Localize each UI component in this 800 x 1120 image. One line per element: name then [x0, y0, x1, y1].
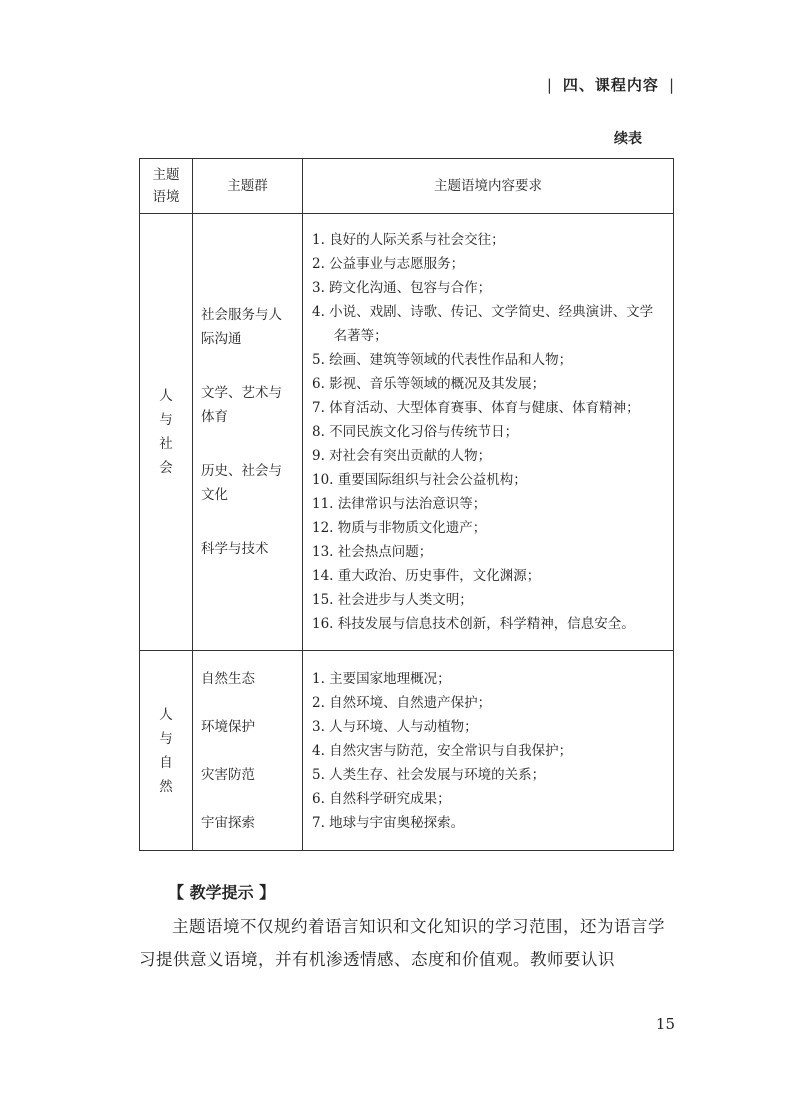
- teaching-tips-body: 主题语境不仅规约着语言知识和文化知识的学习范围，还为语言学习提供意义语境，并有机渗透情感、态度和价值观。教师要认识: [139, 917, 665, 969]
- group-spacer: [201, 429, 294, 459]
- teaching-tips-title: 【 教学提示 】: [168, 883, 276, 902]
- group-item: 自然生态: [201, 670, 255, 687]
- list-item: 11. 法律常识与法治意识等；: [312, 496, 487, 512]
- context-cell: [140, 651, 193, 851]
- list-item: 12. 物质与非物质文化遗产；: [312, 520, 487, 536]
- table-row: [140, 214, 674, 651]
- group-spacer: [201, 787, 294, 811]
- list-item: 1. 主要国家地理概况；: [312, 670, 451, 687]
- requirements-cell: [303, 651, 674, 851]
- header-divider-left: |: [546, 75, 553, 94]
- context-char: 会: [159, 460, 173, 476]
- list-item: 16. 科技发展与信息技术创新，科学精神，信息安全。: [312, 616, 635, 632]
- header-context-line: 主题: [152, 167, 180, 183]
- header-divider-right: |: [668, 75, 675, 94]
- list-item: 2. 自然环境、自然遗产保护；: [312, 694, 492, 711]
- list-item: 3. 跨文化沟通、包容与合作；: [312, 280, 492, 296]
- list-item: 6. 自然科学研究成果；: [312, 790, 451, 807]
- table-header-row: [140, 159, 674, 214]
- group-item: 文学、艺术与体育: [201, 385, 282, 425]
- header-requirements: 主题语境内容要求: [303, 159, 674, 214]
- context-char: 自: [159, 754, 173, 771]
- group-cell: [193, 651, 303, 851]
- list-item: 7. 体育活动、大型体育赛事、体育与健康、体育精神；: [312, 400, 640, 416]
- list-item: 13. 社会热点问题；: [312, 544, 433, 560]
- page-number: 15: [655, 1015, 675, 1033]
- context-text: [141, 703, 191, 799]
- group-spacer: [201, 351, 294, 381]
- list-item: 2. 公益事业与志愿服务；: [312, 256, 465, 272]
- header-group: 主题群: [193, 159, 303, 214]
- context-char: 然: [159, 778, 173, 795]
- list-item: 15. 社会进步与人类文明；: [312, 592, 473, 608]
- curriculum-table: [139, 158, 674, 851]
- list-item: 5. 绘画、建筑等领域的代表性作品和人物；: [312, 352, 573, 368]
- page-header: [547, 74, 675, 95]
- header-context: [140, 159, 193, 214]
- list-item: 3. 人与环境、人与动植物；: [312, 718, 478, 735]
- group-item: 灾害防范: [201, 766, 255, 783]
- list-item: 4. 自然灾害与防范，安全常识与自我保护；: [312, 742, 573, 759]
- group-spacer: [201, 739, 294, 763]
- context-char: 与: [159, 412, 173, 428]
- header-title: 四、课程内容: [562, 76, 659, 94]
- context-char: 社: [159, 436, 173, 452]
- context-char: 与: [159, 730, 173, 747]
- context-char: 人: [159, 388, 173, 404]
- group-item: 社会服务与人际沟通: [201, 307, 282, 347]
- header-context-line: 语境: [152, 189, 180, 205]
- context-char: 人: [159, 706, 173, 723]
- list-item: 1. 良好的人际关系与社会交往；: [312, 232, 505, 248]
- requirements-list: [304, 228, 672, 636]
- list-item: 8. 不同民族文化习俗与传统节日；: [312, 424, 519, 440]
- list-item: 6. 影视、音乐等领域的概况及其发展；: [312, 376, 546, 392]
- group-item: 宇宙探索: [201, 814, 255, 831]
- group-spacer: [201, 691, 294, 715]
- header-context-text: [141, 164, 191, 208]
- requirements-list: [304, 667, 672, 835]
- context-text: [141, 384, 191, 480]
- table-row: [140, 651, 674, 851]
- list-item: 14. 重大政治、历史事件，文化渊源；: [312, 568, 541, 584]
- list-item: 5. 人类生存、社会发展与环境的关系；: [312, 766, 546, 783]
- list-item: 4. 小说、戏剧、诗歌、传记、文学简史、经典演讲、文学名著等；: [312, 304, 654, 344]
- list-item: 10. 重要国际组织与社会公益机构；: [312, 472, 527, 488]
- list-item: 9. 对社会有突出贡献的人物；: [312, 448, 492, 464]
- context-cell: [140, 214, 193, 651]
- group-item: 科学与技术: [201, 541, 269, 557]
- group-item: 环境保护: [201, 718, 255, 735]
- list-item: 7. 地球与宇宙奥秘探索。: [312, 814, 465, 831]
- group-spacer: [201, 507, 294, 537]
- group-cell: [193, 214, 303, 651]
- group-item: 历史、社会与文化: [201, 463, 282, 503]
- table-continued-label: 续表: [614, 131, 642, 147]
- requirements-cell: [303, 214, 674, 651]
